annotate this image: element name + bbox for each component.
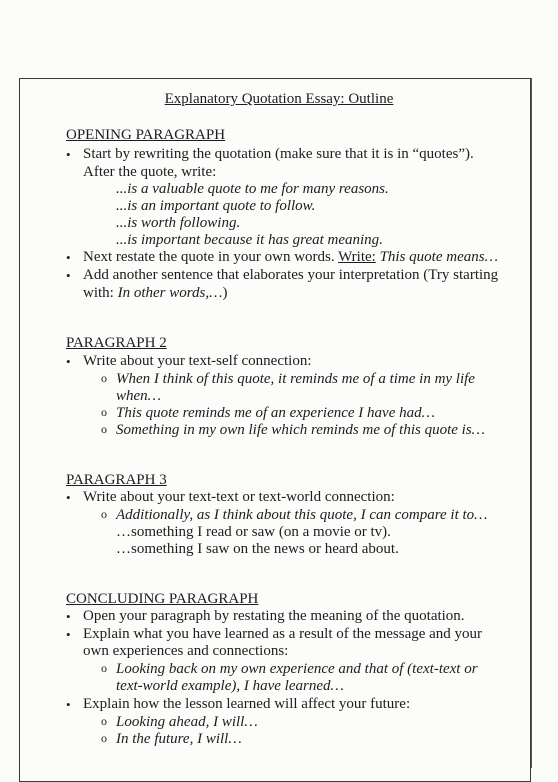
paragraph-2-bullet-1: Write about your text-self connection: <box>83 353 312 369</box>
sub-bullet-icon: o <box>101 731 107 745</box>
bullet-icon: • <box>66 354 71 369</box>
sub-bullet-icon: o <box>101 405 107 419</box>
opening-quote-option-2: ...is an important quote to follow. <box>116 198 316 214</box>
paragraph-3-sub-1: Additionally, as I think about this quote, I can compare it to… <box>116 507 488 523</box>
bullet-icon: • <box>66 490 71 505</box>
opening-quote-option-3: ...is worth following. <box>116 215 241 231</box>
write-label: Write: <box>338 249 376 265</box>
opening-quote-option-4: ...is important because it has great meaning. <box>116 232 383 248</box>
bullet-icon: • <box>66 627 71 642</box>
paragraph-3-line-2: …something I read or saw (on a movie or tv). <box>116 524 391 540</box>
concluding-bullet-2-line-1: Explain what you have learned as a result of the message and your <box>83 626 483 642</box>
paragraph-3-line-3: …something I saw on the news or heard about. <box>116 541 399 557</box>
paragraph-2-heading: PARAGRAPH 2 <box>66 335 167 351</box>
page-edge-line <box>531 78 532 768</box>
concluding-sub-1-line-1: Looking back on my own experience and that of (text-text or <box>116 661 478 677</box>
paragraph-2-sub-1-line-2: when… <box>116 388 161 404</box>
concluding-bullet-2-line-2: own experiences and connections: <box>83 643 289 659</box>
paragraph-2-sub-3: Something in my own life which reminds me of this quote is… <box>116 422 486 438</box>
concluding-heading: CONCLUDING PARAGRAPH <box>66 591 259 607</box>
concluding-sub-3: In the future, I will… <box>116 731 242 747</box>
paragraph-2-sub-2: This quote reminds me of an experience I have had… <box>116 405 435 421</box>
paragraph-3-bullet-1: Write about your text-text or text-world connection: <box>83 489 395 505</box>
bullet-icon: • <box>66 147 71 162</box>
opening-bullet-3-example: In other words,… <box>117 285 223 301</box>
bullet-icon: • <box>66 250 71 265</box>
bullet-icon: • <box>66 268 71 283</box>
page-title: Explanatory Quotation Essay: Outline <box>164 91 394 107</box>
bullet-icon: • <box>66 697 71 712</box>
opening-bullet-2-example: This quote means… <box>379 249 498 265</box>
sub-bullet-icon: o <box>101 714 107 728</box>
sub-bullet-icon: o <box>101 507 107 521</box>
opening-heading: OPENING PARAGRAPH <box>66 127 226 143</box>
bullet-icon: • <box>66 609 71 624</box>
opening-bullet-3-line-2 <box>83 284 227 302</box>
concluding-bullet-1: Open your paragraph by restating the meaning of the quotation. <box>83 608 465 624</box>
opening-bullet-3-prefix: with: <box>83 285 114 301</box>
paragraph-3-heading: PARAGRAPH 3 <box>66 472 167 488</box>
opening-bullet-1-line-1: Start by rewriting the quotation (make sure that it is in “quotes”). <box>83 146 474 162</box>
concluding-sub-2: Looking ahead, I will… <box>116 714 258 730</box>
paragraph-2-sub-1-line-1: When I think of this quote, it reminds me of a time in my life <box>116 371 475 387</box>
concluding-sub-1-line-2: text-world example), I have learned… <box>116 678 344 694</box>
opening-bullet-3-suffix: ) <box>222 285 228 301</box>
sub-bullet-icon: o <box>101 422 107 436</box>
opening-bullet-2 <box>83 248 498 266</box>
opening-quote-option-1: ...is a valuable quote to me for many reasons. <box>116 181 389 197</box>
sub-bullet-icon: o <box>101 661 107 675</box>
sub-bullet-icon: o <box>101 371 107 385</box>
opening-bullet-2-text: Next restate the quote in your own words. <box>83 249 335 265</box>
opening-bullet-1-line-2: After the quote, write: <box>83 164 217 180</box>
concluding-bullet-3: Explain how the lesson learned will affect your future: <box>83 696 411 712</box>
opening-bullet-3-line-1: Add another sentence that elaborates your interpretation (Try starting <box>83 267 499 283</box>
